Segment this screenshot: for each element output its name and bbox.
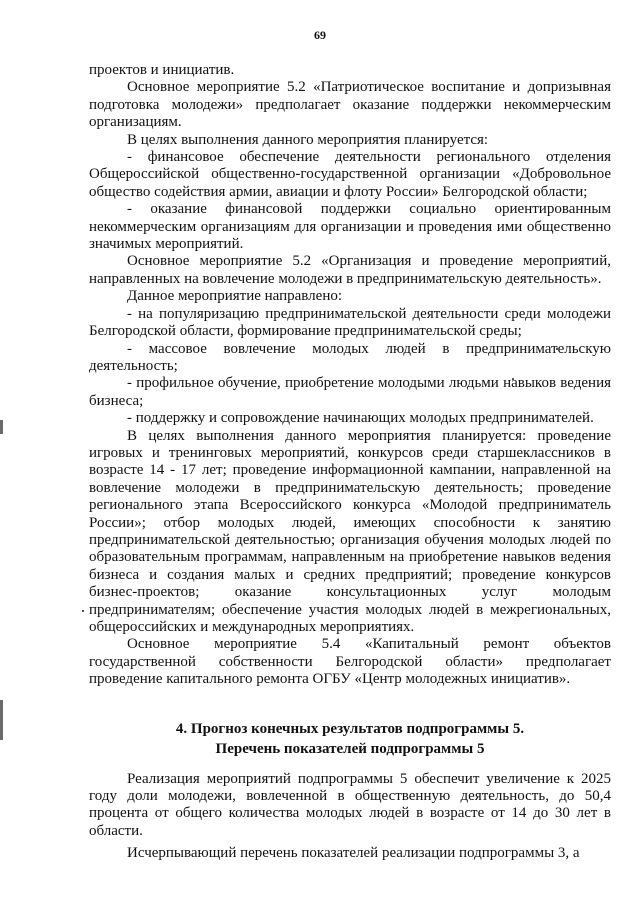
section-heading-line-1: 4. Прогноз конечных результатов подпрограммы 5. [175,720,525,737]
paragraph-planned-activities: В целях выполнения данного мероприятия планируется: проведение игровых и тренинговых мероприятий, конкурсов среди старшеклассников в возрасте 14 - 17 лет; проведение информационной кампании, направленной на вовлечение молодежи в предпринимательскую деятельность; проведение регионального этапа Всероссийского конкурса «Молодой предприниматель России»; отбор молодых людей, имеющих способности к занятию предпринимательской деятельностью; организация обучения молодых людей по образовательным программам, направленным на приобретение навыков ведения бизнеса и создания малых и средних предприятий; проведение конкурсов бизнес-проектов; оказание консультационных услуг молодым предпринимателям; обеспечение участия молодых людей в межрегиональных, общероссийских и международных мероприятиях. [89,427,611,635]
paragraph-indicators: Исчерпывающий перечень показателей реализации подпрограммы 3, а [127,845,580,862]
list-item-financing-dosaaf: - финансовое обеспечение деятельности регионального отделения Общероссийской общественно-государственной организации «Добровольное общество содействия армии, авиации и флоту России» Белгородской области; [89,149,611,200]
document-body [89,62,611,863]
scan-edge-mark [0,420,3,434]
page-number: 69 [314,28,326,42]
list-item-mass-involvement: - массовое вовлечение молодых людей в предпринимательскую деятельность; [89,340,611,374]
paragraph-forecast: Реализация мероприятий подпрограммы 5 обеспечит увеличение к 2025 году доли молодежи, вовлеченной в общественную деятельность, до 50,4 процента от общего количества молодых людей в возрасте от 14 до 30 лет в области. [89,770,611,839]
list-item-nko-support: - оказание финансовой поддержки социально ориентированным некоммерческим организациям для организации и проведения ими общественно значимых мероприятий. [89,201,611,253]
section-heading-line-2: Перечень показателей подпрограммы 5 [215,740,485,757]
paragraph-measure-directed: Данное мероприятие направлено: [127,288,343,305]
paragraph-measure-5-4-repair: Основное мероприятие 5.4 «Капитальный ремонт объектов государственной собственности Белгородской области» предполагает проведение капитального ремонта ОГБУ «Центр молодежных инициатив». [89,636,611,688]
paragraph-measure-5-2-business: Основное мероприятие 5.2 «Организация и проведение мероприятий, направленных на вовлечение молодежи в предпринимательскую деятельность». [89,253,611,287]
scan-speck [82,610,84,612]
list-item-training: - профильное обучение, приобретение молодыми людьми навыков ведения бизнеса; [89,375,611,409]
paragraph-continuation: проектов и инициатив. [89,62,235,78]
paragraph-planned-intro: В целях выполнения данного мероприятия планируется: [127,131,489,148]
list-item-popularization: - на популяризацию предпринимательской деятельности среди молодежи Белгородской области, формирование предпринимательской среды; [89,305,611,340]
list-item-support-startups: - поддержку и сопровождение начинающих молодых предпринимателей. [127,410,594,427]
paragraph-measure-5-2-patriotic: Основное мероприятие 5.2 «Патриотическое воспитание и допризывная подготовка молодежи» предполагает оказание поддержки некоммерческим организациям. [89,79,611,131]
section-heading [89,719,611,759]
scan-edge-mark [0,700,3,740]
